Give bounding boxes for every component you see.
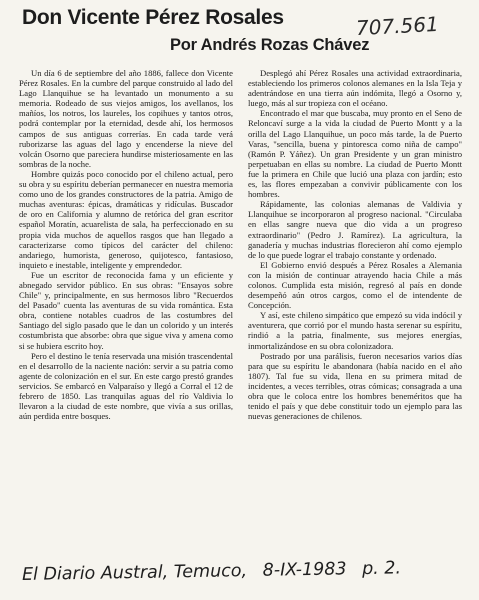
paragraph: Un día 6 de septiembre del año 1886, fallece don Vicente Pérez Rosales. En la cumbre del parque construido al lado del Lago Llanquihue se ha levantado un monumento a su memoria. Rodeado de sus viejos amigos, los avellanos, los mañíos, los notros, los laureles, los copihues y tantos otros, podrá contemplar por la eternidad, desde ahí, los hermosos campos de sus antiguas correrías. En cada tarde verá ruborizarse las aguas del lago y encenderse la nieve del volcán Osorno que pareciera hundirse misteriosamente en las sombras de la noche. [19,68,233,169]
source-newspaper: El Diario Austral, Temuco, [21,561,248,585]
left-column [19,68,233,568]
paragraph: Y así, este chileno simpático que empezó su vida indócil y aventurera, que corrió por el mundo hasta serenar su espíritu, rindió a la patria, finalmente, sus mejores energías, inmortalizándose en su obra colonizadora. [248,310,462,351]
paragraph: Rápidamente, las colonias alemanas de Valdivia y Llanquihue se incorporaron al progreso nacional. "Circulaba en ellas sangre nueva que dio vida a un progreso extraordinario" (Pedro J. Ramírez). La agricultura, la ganadería y muchas industrias florecieron ahí como ejemplo de lo que puede lograr el trabajo constante y ordenado. [248,199,462,260]
source-page: p. 2. [361,558,402,580]
article-title: Don Vicente Pérez Rosales [22,6,284,29]
paragraph: Hombre quizás poco conocido por el chileno actual, pero su obra y su espíritu deberían permanecer en nuestra memoria como uno de los grandes constructores de la patria. Amigo de muchas aventuras: épicas, dramáticas y ridículas. Buscador de oro en California y alumno de retórica del gran escritor español Moratín, acuarelista de sala, ha perfeccionado en su propia vida muchos de aquellos rasgos que han llegado a caracterizarse como típicos del carácter del chileno: andariego, humorista, generoso, quijotesco, fantasioso, inquieto e inestable, inteligente y emprendedor. [19,168,233,270]
right-column [248,68,462,568]
article-byline: Por Andrés Rozas Chávez [170,36,370,54]
paragraph: Desplegó ahí Pérez Rosales una actividad extraordinaria, estableciendo los primeros colonos alemanes en la Isla Teja y adentrándose en una tierra aún indómita, llegó a Osorno y, luego, más al sur tropieza con el océano. [248,68,462,109]
paragraph: Postrado por una parálisis, fueron necesarios varios días para que su espíritu le abandonara (había nacido en el año 1807). Tal fue su vida, llena en su primera mitad de incidentes, a veces terribles, otras cómicas; consagrada a una obra que le coloca entre los hombres beneméritos que ha tenido el país y que debe constituir todo un ejemplo para las nuevas generaciones de chilenos. [248,350,462,422]
handwritten-reference-number: 707.561 [355,11,440,41]
paragraph: Pero el destino le tenía reservada una misión trascendental en el desarrollo de la naciente nación: servir a su patria como agente de colonización en el sur. En este cargo prestó grandes servicios. Se embarcó en Valparaíso y llegó a Corral el 12 de febrero de 1850. Las tranquilas aguas del río Valdivia lo llevaron a la ciudad de este nombre, que vivía a sus orillas, aún perdida entre bosques. [19,350,233,422]
paragraph: Encontrado el mar que buscaba, muy pronto en el Seno de Reloncaví surge a la vida la ciudad de Puerto Montt y a la orilla del Lago Llanquihue, un poco más tarde, la de Puerto Varas, "sencilla, buena y pintoresca como niña de campo" (Ramón P. Yáñez). Un gran Presidente y un gran ministro perpetuaban en ellas su nombre. La ciudad de Puerto Montt fue la primera en Chile que lució una plaza con jardín; esto es, las flores empezaban a convivir públicamente con los hombres. [248,108,462,200]
paragraph: El Gobierno envió después a Pérez Rosales a Alemania con la misión de continuar atrayendo hacia Chile a más colonos. Cumplida esta misión, regresó al país en donde desempeñó aún otros cargos, como el de intendente de Concepción. [248,259,462,311]
source-date: 8-IX-1983 [262,559,347,581]
paragraph: Fue un escritor de reconocida fama y un eficiente y abnegado servidor público. En sus obras: "Ensayos sobre Chile" y, principalmente, en sus hermosos libro "Recuerdos del Pasado" cuenta las aventuras de su vida romántica. Esta obra, contiene notables cuadros de las costumbres del Santiago del siglo pasado que le dan un colorido y un interés costumbrista que absorbe: obra que sigue viva y amena como si se hubiera escrito hoy. [19,269,233,351]
